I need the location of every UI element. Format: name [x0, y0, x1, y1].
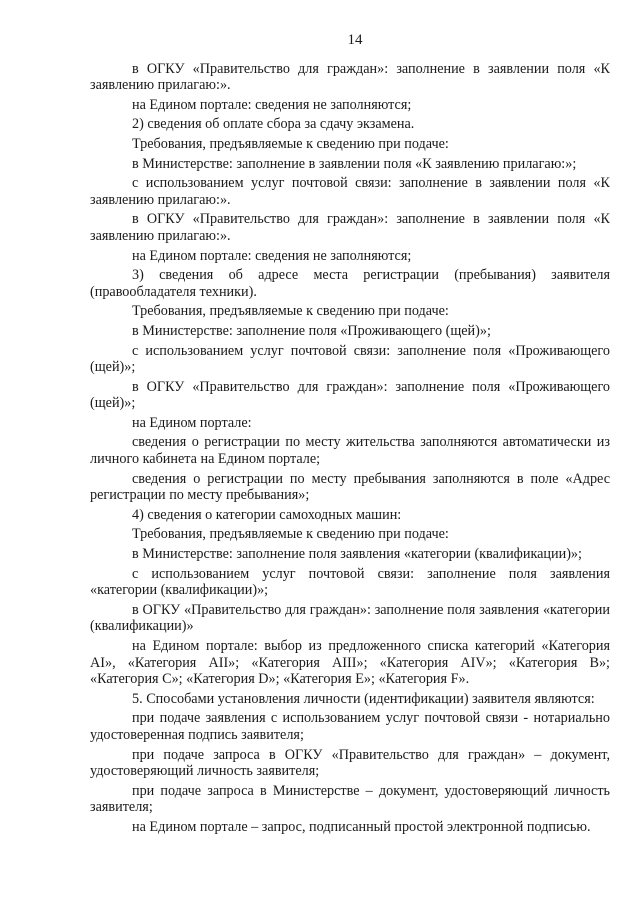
- paragraph: Требования, предъявляемые к сведению при подаче:: [132, 526, 449, 543]
- page-number: 14: [347, 32, 363, 48]
- paragraph: на Едином портале:: [132, 414, 252, 431]
- paragraph: сведения о регистрации по месту пребывания заполняются в поле «Адрес регистрации по месту пребывания»;: [90, 470, 610, 504]
- paragraph: сведения о регистрации по месту жительства заполняются автоматически из личного кабинета на Едином портале;: [90, 434, 610, 468]
- paragraph: на Едином портале – запрос, подписанный простой электронной подписью.: [132, 818, 591, 835]
- paragraph: на Едином портале: сведения не заполняются;: [132, 96, 412, 113]
- paragraph: 3) сведения об адресе места регистрации (пребывания) заявителя (правообладателя техники).: [90, 267, 610, 300]
- paragraph: в Министерстве: заполнение поля заявления «категории (квалификации)»;: [132, 546, 582, 563]
- paragraph: с использованием услуг почтовой связи: заполнение поля заявления «категории (квалификации)»;: [90, 565, 610, 599]
- paragraph: при подаче запроса в ОГКУ «Правительство для граждан» – документ, удостоверяющий личность заявителя;: [90, 746, 610, 780]
- paragraph: в ОГКУ «Правительство для граждан»: заполнение поля «Проживающего (щей)»;: [90, 378, 610, 412]
- paragraph: Требования, предъявляемые к сведению при подаче:: [132, 135, 449, 152]
- paragraph: с использованием услуг почтовой связи: заполнение поля «Проживающего (щей)»;: [90, 342, 610, 376]
- paragraph: в Министерстве: заполнение поля «Проживающего (щей)»;: [132, 322, 491, 339]
- paragraph: 4) сведения о категории самоходных машин:: [132, 506, 402, 523]
- paragraph: при подаче запроса в Министерстве – документ, удостоверяющий личность заявителя;: [90, 782, 610, 816]
- paragraph: в ОГКУ «Правительство для граждан»: заполнение в заявлении поля «К заявлению прилагаю:».: [90, 211, 610, 244]
- paragraph: в ОГКУ «Правительство для граждан»: заполнение в заявлении поля «К заявлению прилагаю:».: [90, 60, 610, 94]
- paragraph: на Едином портале: сведения не заполняются;: [132, 247, 412, 264]
- paragraph: при подаче заявления с использованием услуг почтовой связи - нотариально удостоверенная подпись заявителя;: [90, 710, 610, 743]
- paragraph: на Едином портале: выбор из предложенного списка категорий «Категория AI», «Категория AII»; «Категория AIII»; «Категория AIV»; «Категория B»; «Категория C»; «Категория D»; «Категория E»; «Категория F».: [90, 638, 610, 688]
- paragraph: 2) сведения об оплате сбора за сдачу экзамена.: [132, 116, 415, 133]
- document-page: [90, 32, 610, 839]
- paragraph: в ОГКУ «Правительство для граждан»: заполнение поля заявления «категории (квалификации)»: [90, 601, 610, 635]
- paragraph: 5. Способами установления личности (идентификации) заявителя являются:: [132, 690, 595, 707]
- paragraph: Требования, предъявляемые к сведению при подаче:: [132, 303, 449, 320]
- paragraph: с использованием услуг почтовой связи: заполнение в заявлении поля «К заявлению прилагаю:».: [90, 175, 610, 208]
- paragraph: в Министерстве: заполнение в заявлении поля «К заявлению прилагаю:»;: [132, 155, 577, 172]
